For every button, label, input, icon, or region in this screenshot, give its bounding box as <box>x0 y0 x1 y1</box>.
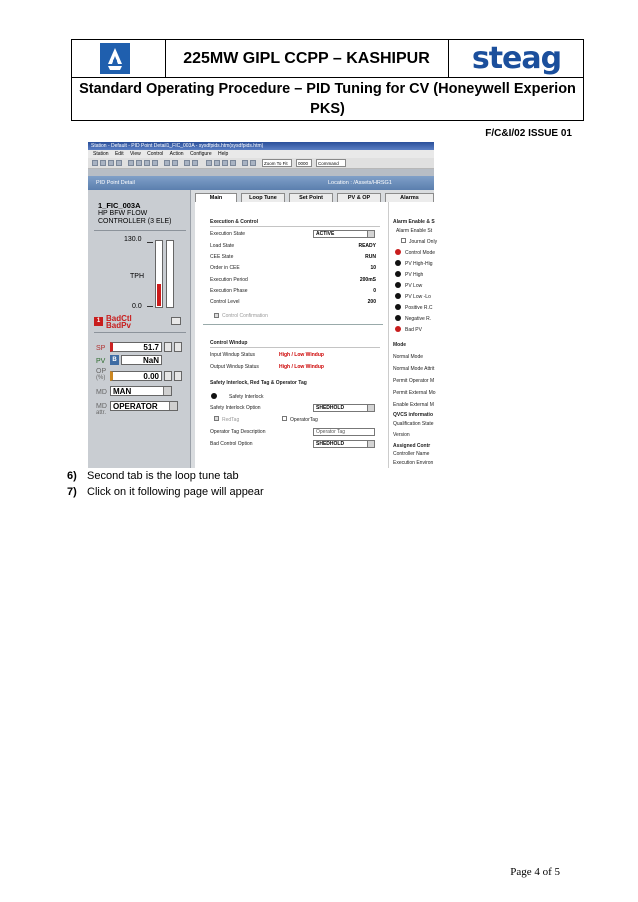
optag-desc-input[interactable]: Operator Tag <box>313 428 375 436</box>
op-spin-icon[interactable] <box>164 371 172 381</box>
alarm-label-0: Control Mode <box>405 250 436 256</box>
op-label: OP <box>96 368 107 375</box>
input-windup-label: Input Windup Status <box>210 352 256 358</box>
header-row-top <box>72 40 583 78</box>
journal-checkbox[interactable] <box>401 238 406 243</box>
exec-header-rule <box>210 226 380 227</box>
alarm-label-7: Bad PV <box>405 327 422 333</box>
detail-header-band <box>88 176 434 190</box>
mode-item-0: Normal Mode <box>393 354 424 360</box>
tab-pv-op[interactable]: PV & OP <box>337 193 381 203</box>
alarm-label-2: PV High <box>405 272 424 278</box>
toolbar-ack-icon[interactable] <box>222 160 228 166</box>
chevron-down-icon <box>367 441 374 447</box>
assigned-item-1: Execution Environ <box>393 460 434 466</box>
pv-value-field: NaN <box>121 355 162 365</box>
toolbar-faceplate-icon[interactable] <box>184 160 190 166</box>
toolbar-page-icon[interactable] <box>128 160 134 166</box>
alarm-enable-label: Alarm Enable St <box>396 228 433 234</box>
redtag-label: RedTag <box>222 417 240 423</box>
pv-bad-badge: B <box>110 355 119 365</box>
op-fast-spin-icon[interactable] <box>174 371 182 381</box>
control-confirm-checkbox[interactable] <box>214 313 219 318</box>
pv-label: PV <box>96 358 106 365</box>
document-code: F/C&I/02 ISSUE 01 <box>485 128 572 139</box>
scale-tick-top <box>147 242 153 243</box>
mode-item-1: Normal Mode Attrit <box>393 366 435 372</box>
chevron-down-icon <box>367 405 374 411</box>
document-title: 225MW GIPL CCPP – KASHIPUR <box>165 40 449 77</box>
journal-label: Journal Only <box>409 239 438 245</box>
column-divider <box>388 202 389 468</box>
sp-spin-icon[interactable] <box>164 342 172 352</box>
window-titlebar: Station - Default - PID Point Detail1_FIC_003A - sysdfpids.htm(sysdfpids.htm) <box>88 142 434 150</box>
safety-option-value: SHEDHOLD <box>316 405 345 411</box>
status-badpv: BadPv <box>106 321 131 330</box>
location-label: Location : /Assets/HRSG1 <box>328 180 392 186</box>
alarm-led-5 <box>395 304 401 310</box>
order-value: 10 <box>370 265 376 271</box>
bad-control-label: Bad Control Option <box>210 441 253 447</box>
windup-header-rule <box>210 347 380 348</box>
phase-label: Execution Phase <box>210 288 248 294</box>
exec-state-select[interactable] <box>313 230 375 238</box>
toolbar-print-icon[interactable] <box>116 160 122 166</box>
sp-fast-spin-icon[interactable] <box>174 342 182 352</box>
toolbar-cancel-icon[interactable] <box>230 160 236 166</box>
pv-bar-fill <box>157 284 161 306</box>
assigned-item-0: Controller Name <box>393 451 430 457</box>
op-value-field[interactable]: 0.00 <box>110 371 162 381</box>
exec-header: Execution & Control <box>210 219 259 225</box>
qvcs-header: QVCS informatio <box>393 412 434 418</box>
menu-control[interactable]: Control <box>147 151 164 157</box>
optag-desc-label: Operator Tag Description <box>210 429 266 435</box>
company-logo-icon <box>72 40 165 77</box>
step-6 <box>67 470 239 482</box>
detail-title: PID Point Detail <box>96 180 135 186</box>
toolbar-down-icon[interactable] <box>214 160 220 166</box>
bad-control-select[interactable] <box>313 440 375 448</box>
point-tag: 1_FIC_003A <box>98 201 141 210</box>
toolbar-event-icon[interactable] <box>152 160 158 166</box>
alarm-led-1 <box>395 260 401 266</box>
step-7-number: 7) <box>67 486 77 498</box>
period-label: Execution Period <box>210 277 248 283</box>
bad-control-value: SHEDHOLD <box>316 441 345 447</box>
toolbar-command-field[interactable]: Command <box>316 159 346 167</box>
point-desc-2: CONTROLLER (3 ELE) <box>98 218 172 225</box>
steag-logo <box>448 40 585 77</box>
alarm-led-4 <box>395 293 401 299</box>
safety-interlock-led <box>211 393 217 399</box>
toolbar-grid-icon[interactable] <box>192 160 198 166</box>
page-number: Page 4 of 5 <box>510 866 560 878</box>
toolbar <box>88 158 434 169</box>
alarm-led-6 <box>395 315 401 321</box>
menu-edit[interactable]: Edit <box>114 151 124 157</box>
safety-option-select[interactable] <box>313 404 375 412</box>
menu-action[interactable]: Action <box>169 151 184 157</box>
toolbar-spacer <box>88 169 434 176</box>
faceplate-panel <box>88 190 191 468</box>
output-windup-value: High / Low Windup <box>279 364 324 370</box>
toolbar-field-2[interactable]: 0000 <box>296 159 312 167</box>
mdattr-sub: attr. <box>96 410 107 416</box>
toolbar-list-icon[interactable] <box>136 160 142 166</box>
chevron-down-icon <box>169 402 177 410</box>
phase-value: 0 <box>373 288 376 294</box>
steag-logo-text: steag <box>471 40 562 76</box>
tab-main[interactable]: Main <box>195 193 237 203</box>
pv-bar <box>155 240 163 308</box>
mode-attr-select[interactable] <box>110 401 178 411</box>
status-badge: 1 <box>94 317 103 326</box>
input-windup-value: High / Low Windup <box>279 352 324 358</box>
mdattr-label: MD <box>96 403 107 410</box>
panel-divider-2 <box>94 332 186 333</box>
alarm-label-4: PV Low -Lo <box>405 294 431 300</box>
alarm-led-0 <box>395 249 401 255</box>
qvcs-item-1: Version <box>393 432 410 438</box>
cee-state-label: CEE State <box>210 254 234 260</box>
load-state-value: READY <box>358 243 376 249</box>
menu-station[interactable]: Station <box>93 151 109 157</box>
chevron-down-icon <box>367 231 374 237</box>
tab-loop-tune[interactable]: Loop Tune <box>241 193 285 203</box>
scale-bottom: 0.0 <box>132 303 142 310</box>
menu-help[interactable]: Help <box>218 151 229 157</box>
tab-alarms[interactable]: Alarms <box>385 193 434 203</box>
toolbar-trend-icon[interactable] <box>164 160 170 166</box>
step-6-number: 6) <box>67 470 77 482</box>
op-unit: (%) <box>96 375 106 381</box>
level-value: 200 <box>367 299 376 305</box>
mode-header: Mode <box>393 342 407 348</box>
menu-view[interactable]: View <box>129 151 141 157</box>
alarm-led-2 <box>395 271 401 277</box>
toolbar-alarm-icon[interactable] <box>144 160 150 166</box>
alarm-label-3: PV Low <box>405 283 423 289</box>
step-7 <box>67 486 264 498</box>
sp-label: SP <box>96 345 106 352</box>
md-label: MD <box>96 389 107 396</box>
windup-header: Control Windup <box>210 340 248 346</box>
tab-set-point[interactable]: Set Point <box>289 193 333 203</box>
redtag-checkbox[interactable] <box>214 416 219 421</box>
cee-state-value: RUN <box>365 254 376 260</box>
mode-select[interactable] <box>110 386 172 396</box>
section-divider-1 <box>203 324 383 325</box>
toolbar-group-icon[interactable] <box>172 160 178 166</box>
period-value: 200mS <box>359 277 376 283</box>
control-confirm-label: Control Confirmation <box>222 313 268 319</box>
experion-screenshot <box>88 142 438 468</box>
toolbar-back-icon[interactable] <box>92 160 98 166</box>
subtitle-line-1: Standard Operating Procedure – PID Tuning for CV (Honeywell Experion <box>79 81 576 97</box>
document-subtitle <box>72 77 583 121</box>
scale-units: TPH <box>130 273 144 280</box>
ack-icon[interactable] <box>171 317 181 325</box>
menu-configure[interactable]: Configure <box>189 151 212 157</box>
chevron-down-icon <box>163 387 171 395</box>
toolbar-home-icon[interactable] <box>108 160 114 166</box>
company-logo-cell <box>72 40 166 77</box>
toolbar-zoom-select[interactable]: Zoom To Fit <box>262 159 292 167</box>
status-badctl: BadCtl <box>106 314 132 323</box>
menu-bar <box>88 150 434 158</box>
alarm-led-7 <box>395 326 401 332</box>
mode-attr-select-value: OPERATOR <box>113 402 158 411</box>
step-6-text: Second tab is the loop tune tab <box>87 470 239 482</box>
alarm-label-5: Positive R.C <box>405 305 433 311</box>
mode-item-4: Enable External M <box>393 402 434 408</box>
mode-item-2: Permit Operator M <box>393 378 435 384</box>
exec-state-value: ACTIVE <box>316 231 335 237</box>
alarm-label-1: PV High-Hig <box>405 261 433 267</box>
panel-divider <box>94 230 186 231</box>
alarm-led-3 <box>395 282 401 288</box>
scale-top: 130.0 <box>124 236 142 243</box>
scale-tick-bottom <box>147 306 153 307</box>
safety-interlock-label: Safety Interlock <box>229 394 264 400</box>
qvcs-item-0: Qualification State <box>393 421 434 427</box>
op-bar <box>166 240 174 308</box>
exec-state-label: Execution State <box>210 231 246 237</box>
output-windup-label: Output Windup Status <box>210 364 259 370</box>
document-header <box>71 39 584 121</box>
step-7-text: Click on it following page will appear <box>87 486 264 498</box>
toolbar-forward-icon[interactable] <box>100 160 106 166</box>
mode-item-3: Permit External Mo <box>393 390 436 396</box>
alarm-label-6: Negative R. <box>405 316 432 322</box>
toolbar-search-icon[interactable] <box>242 160 248 166</box>
main-tab-content <box>195 202 438 468</box>
safety-header: Safety Interlock, Red Tag & Operator Tag <box>210 380 307 386</box>
mode-select-value: MAN <box>113 387 132 396</box>
assigned-header: Assigned Contr <box>393 443 431 449</box>
order-label: Order in CEE <box>210 265 240 271</box>
load-state-label: Load State <box>210 243 235 249</box>
subtitle-line-2: PKS) <box>310 101 345 117</box>
point-desc-1: HP BFW FLOW <box>98 210 148 217</box>
alarm-header: Alarm Enable & S <box>393 219 435 225</box>
level-label: Control Level <box>210 299 240 305</box>
toolbar-zoom-icon[interactable] <box>250 160 256 166</box>
toolbar-up-icon[interactable] <box>206 160 212 166</box>
operatortag-label: OperatorTag <box>290 417 318 423</box>
operatortag-checkbox[interactable] <box>282 416 287 421</box>
sp-value-field[interactable]: 51.7 <box>110 342 162 352</box>
safety-option-label: Safety Interlock Option <box>210 405 261 411</box>
